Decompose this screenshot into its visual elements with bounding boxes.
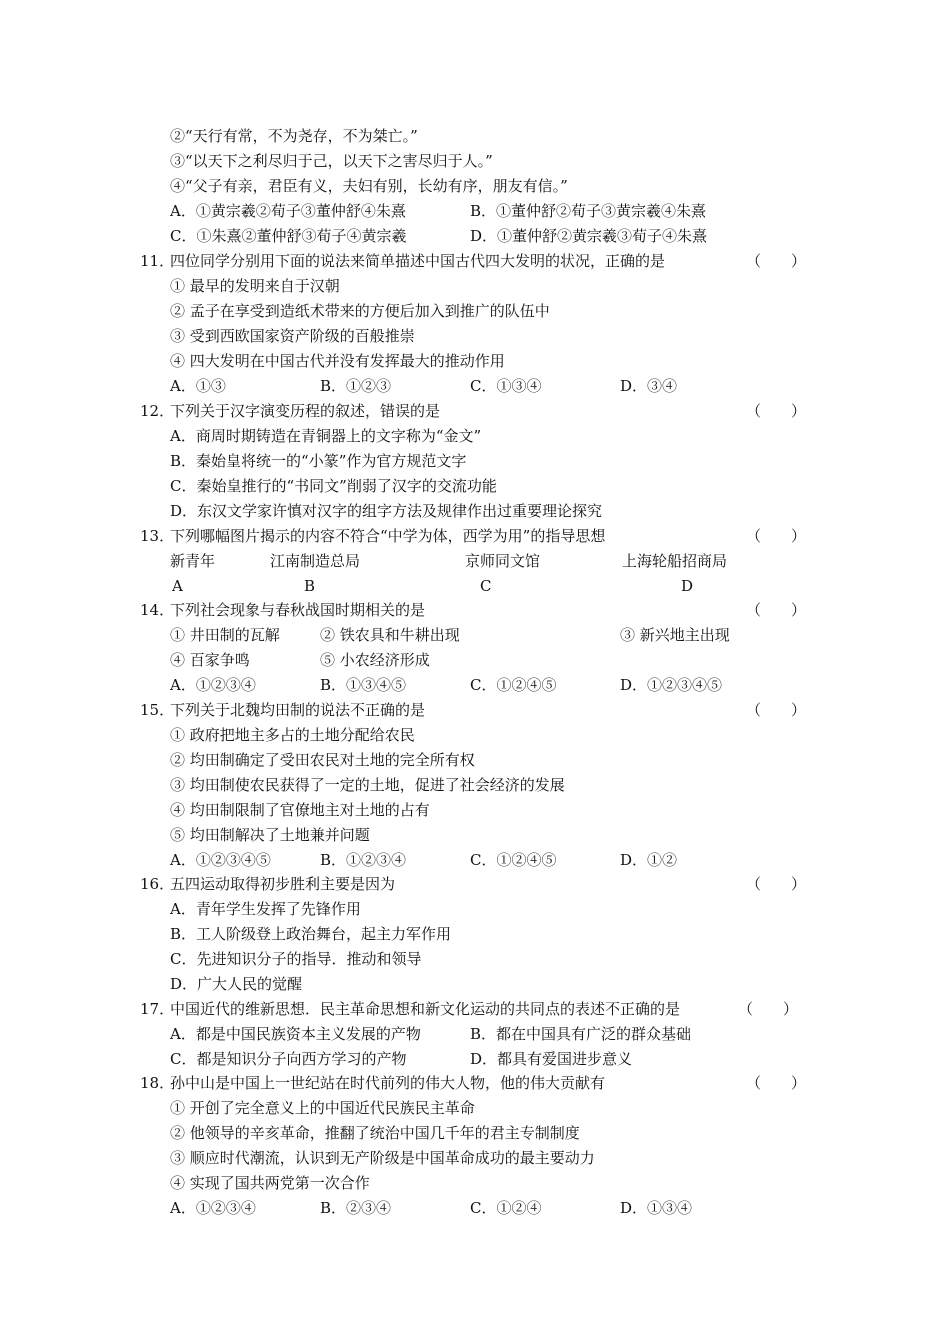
q15-statement-1: ① 政府把地主多占的土地分配给农民 — [170, 726, 415, 744]
q16-option-b: B．工人阶级登上政治舞台，起主力军作用 — [170, 925, 452, 943]
q18-stem: 孙中山是中国上一世纪站在时代前列的伟大人物，他的伟大贡献有 — [170, 1074, 606, 1092]
q11-statement-4: ④ 四大发明在中国古代并没有发挥最大的推动作用 — [170, 352, 505, 370]
q18-option-a: A．①②③④ — [170, 1199, 256, 1217]
q10-statement-3: ③“以天下之利尽归于己，以天下之害尽归于人。” — [170, 152, 493, 170]
q12-option-c: C．秦始皇推行的“书同文”削弱了汉字的交流功能 — [170, 477, 497, 495]
q13-picture-caption-3: 京师同文馆 — [465, 552, 541, 570]
q18-statement-4: ④ 实现了国共两党第一次合作 — [170, 1174, 370, 1192]
q15-option-b: B．①②③④ — [320, 851, 407, 869]
q12-answer-bracket: （ ） — [746, 402, 807, 420]
q17-number: 17． — [140, 1000, 175, 1018]
q13-option-c: C — [480, 577, 492, 595]
q10-statement-2: ②“天行有常，不为尧存，不为桀亡。” — [170, 127, 418, 145]
q16-option-a: A．青年学生发挥了先锋作用 — [170, 900, 361, 918]
q11-statement-1: ① 最早的发明来自于汉朝 — [170, 277, 340, 295]
q11-option-c: C．①③④ — [470, 377, 542, 395]
q11-option-d: D．③④ — [620, 377, 678, 395]
q18-option-c: C．①②④ — [470, 1199, 542, 1217]
q18-answer-bracket: （ ） — [746, 1074, 807, 1092]
q15-statement-3: ③ 均田制使农民获得了一定的土地，促进了社会经济的发展 — [170, 776, 565, 794]
q15-option-a: A．①②③④⑤ — [170, 851, 271, 869]
q12-option-b: B．秦始皇将统一的“小篆”作为官方规范文字 — [170, 452, 467, 470]
q16-answer-bracket: （ ） — [746, 875, 807, 893]
q18-statement-1: ① 开创了完全意义上的中国近代民族民主革命 — [170, 1099, 475, 1117]
q10-option-c: C．①朱熹②董仲舒③荀子④黄宗羲 — [170, 227, 407, 245]
q18-option-d: D．①③④ — [620, 1199, 693, 1217]
q10-option-b: B．①董仲舒②荀子③黄宗羲④朱熹 — [470, 202, 707, 220]
q10-statement-4: ④“父子有亲，君臣有义，夫妇有别，长幼有序，朋友有信。” — [170, 177, 568, 195]
q13-picture-caption-2: 江南制造总局 — [270, 552, 361, 570]
q18-number: 18． — [140, 1074, 175, 1092]
q13-number: 13． — [140, 527, 175, 545]
q17-option-a: A．都是中国民族资本主义发展的产物 — [170, 1025, 421, 1043]
q11-option-b: B．①②③ — [320, 377, 392, 395]
q14-statement-2: ② 铁农具和牛耕出现 — [320, 626, 460, 644]
q14-stem: 下列社会现象与春秋战国时期相关的是 — [170, 601, 426, 619]
q10-option-d: D．①董仲舒②黄宗羲③荀子④朱熹 — [470, 227, 708, 245]
q13-stem: 下列哪幅图片揭示的内容不符合“中学为体，西学为用”的指导思想 — [170, 527, 606, 545]
q15-statement-2: ② 均田制确定了受田农民对土地的完全所有权 — [170, 751, 475, 769]
q13-option-b: B — [304, 577, 316, 595]
q17-option-b: B．都在中国具有广泛的群众基础 — [470, 1025, 692, 1043]
q15-option-c: C．①②④⑤ — [470, 851, 557, 869]
q11-statement-3: ③ 受到西欧国家资产阶级的百般推崇 — [170, 327, 415, 345]
q14-statement-4: ④ 百家争鸣 — [170, 651, 250, 669]
q15-number: 15． — [140, 701, 175, 719]
q11-statement-2: ② 孟子在享受到造纸术带来的方便后加入到推广的队伍中 — [170, 302, 550, 320]
q16-stem: 五四运动取得初步胜利主要是因为 — [170, 875, 396, 893]
q15-stem: 下列关于北魏均田制的说法不正确的是 — [170, 701, 426, 719]
q12-stem: 下列关于汉字演变历程的叙述，错误的是 — [170, 402, 441, 420]
q12-option-d: D．东汉文学家许慎对汉字的组字方法及规律作出过重要理论探究 — [170, 502, 603, 520]
q13-answer-bracket: （ ） — [746, 527, 807, 545]
q11-option-a: A．①③ — [170, 377, 226, 395]
q15-statement-4: ④ 均田制限制了官僚地主对土地的占有 — [170, 801, 430, 819]
q14-option-a: A．①②③④ — [170, 676, 256, 694]
q17-option-d: D．都具有爱国进步意义 — [470, 1050, 633, 1068]
q14-statement-1: ① 井田制的瓦解 — [170, 626, 280, 644]
q15-statement-5: ⑤ 均田制解决了土地兼并问题 — [170, 826, 370, 844]
q16-option-d: D．广大人民的觉醒 — [170, 975, 303, 993]
q14-option-c: C．①②④⑤ — [470, 676, 557, 694]
q17-option-c: C．都是知识分子向西方学习的产物 — [170, 1050, 407, 1068]
q16-number: 16． — [140, 875, 175, 893]
q11-answer-bracket: （ ） — [746, 252, 807, 270]
q14-answer-bracket: （ ） — [746, 601, 807, 619]
q18-statement-3: ③ 顺应时代潮流，认识到无产阶级是中国革命成功的最主要动力 — [170, 1149, 595, 1167]
q11-stem: 四位同学分别用下面的说法来简单描述中国古代四大发明的状况，正确的是 — [170, 252, 666, 270]
q13-picture-caption-4: 上海轮船招商局 — [622, 552, 728, 570]
q18-statement-2: ② 他领导的辛亥革命，推翻了统治中国几千年的君主专制制度 — [170, 1124, 580, 1142]
q14-option-d: D．①②③④⑤ — [620, 676, 723, 694]
q15-option-d: D．①② — [620, 851, 678, 869]
q14-statement-3: ③ 新兴地主出现 — [620, 626, 730, 644]
q18-option-b: B．②③④ — [320, 1199, 392, 1217]
q14-statement-5: ⑤ 小农经济形成 — [320, 651, 430, 669]
q16-option-c: C．先进知识分子的指导．推动和领导 — [170, 950, 422, 968]
q13-option-d: D — [681, 577, 694, 595]
q13-option-a: A — [172, 577, 183, 595]
q11-number: 11． — [140, 252, 175, 270]
q10-option-a: A．①黄宗羲②荀子③董仲舒④朱熹 — [170, 202, 406, 220]
q14-number: 14． — [140, 601, 175, 619]
q12-option-a: A．商周时期铸造在青铜器上的文字称为“金文” — [170, 427, 482, 445]
q13-picture-caption-1: 新青年 — [170, 552, 216, 570]
q15-answer-bracket: （ ） — [746, 701, 807, 719]
q14-option-b: B．①③④⑤ — [320, 676, 407, 694]
q12-number: 12． — [140, 402, 175, 420]
q17-answer-bracket: （ ） — [738, 1000, 799, 1018]
q17-stem: 中国近代的维新思想．民主革命思想和新文化运动的共同点的表述不正确的是 — [170, 1000, 681, 1018]
